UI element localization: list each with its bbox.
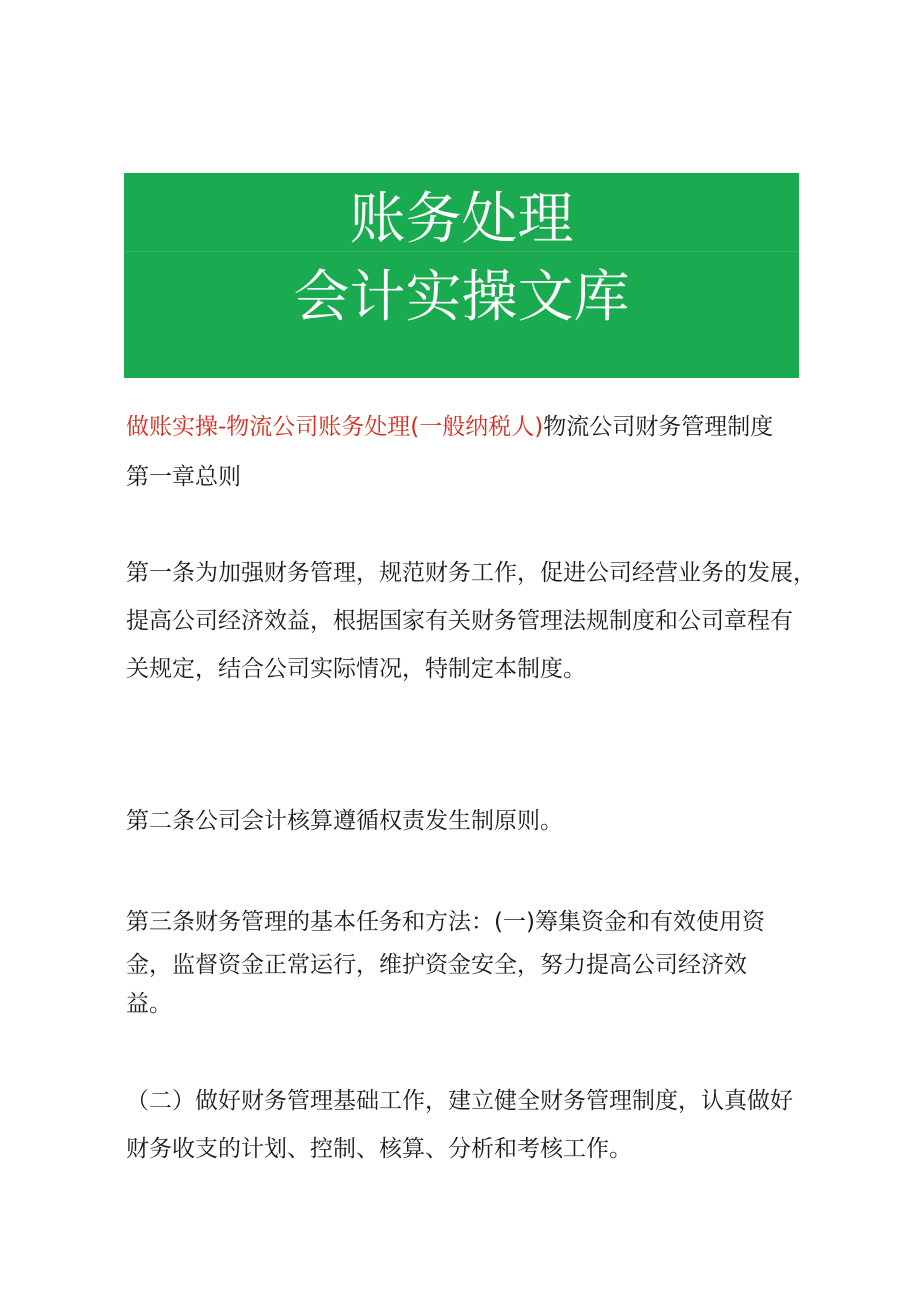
article-3-line-2: 金，监督资金正常运行，维护资金安全，努力提高公司经济效 [126,952,747,978]
article-1-line-1: 第一条为加强财务管理，规范财务工作，促进公司经营业务的发展， [126,560,816,586]
article-2: 第二条公司会计核算遵循权责发生制原则。 [126,808,563,834]
banner-title-line1: 账务处理 [349,187,574,252]
banner-title-line2: 会计实操文库 [293,265,630,330]
document-title [126,406,806,448]
document-title-main: 物流公司财务管理制度 [543,414,774,440]
document-title-highlight: 做账实操-物流公司账务处理(一般纳税人) [126,414,544,440]
item-2-line-2: 财务收支的计划、控制、核算、分析和考核工作。 [126,1136,632,1162]
article-3-line-1: 第三条财务管理的基本任务和方法：(一)筹集资金和有效使用资 [126,909,765,935]
chapter-heading: 第一章总则 [126,464,241,490]
article-3-line-3: 益。 [126,991,172,1017]
item-2-line-1: （二）做好财务管理基础工作，建立健全财务管理制度，认真做好 [126,1088,793,1114]
article-1-line-3: 关规定，结合公司实际情况，特制定本制度。 [126,656,586,682]
article-1-line-2: 提高公司经济效益，根据国家有关财务管理法规制度和公司章程有 [126,608,793,634]
